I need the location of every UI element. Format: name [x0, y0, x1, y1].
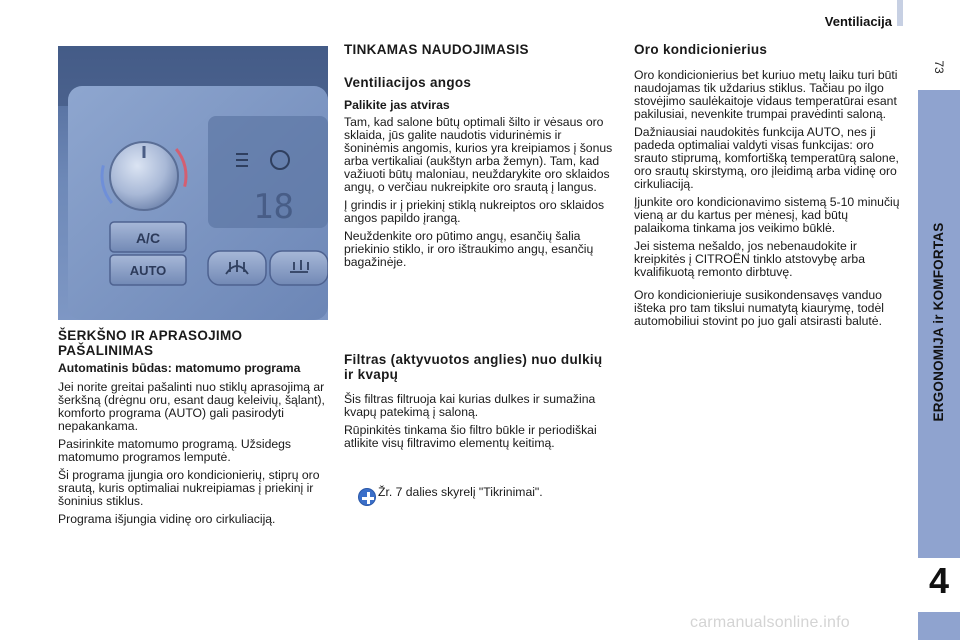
chapter-label: ERGONOMIJA ir KOMFORTAS — [931, 222, 946, 422]
rear-defrost-icon — [226, 260, 248, 274]
display-readout: 18 — [253, 187, 294, 227]
auto-label: AUTO — [129, 263, 167, 278]
left-column — [58, 328, 330, 531]
filter-section — [344, 352, 614, 455]
ac-paragraph: Oro kondicionierius bet kuriuo metų laiku turi būti naudojamas tik uždarius stiklus. Tačiau po ilgo stovėjimo saulėkaitoje vidaus temperatūrai esant pakilusiai, nevenkite trumpai pravėdinti saloną. — [634, 68, 898, 121]
chapter-number: 4 — [928, 560, 950, 601]
defrost-heading: ŠERKŠNO IR APRASOJIMO PAŠALINIMAS — [58, 328, 243, 358]
usage-heading: TINKAMAS NAUDOJIMASIS — [344, 42, 529, 57]
reference-note — [358, 484, 618, 514]
right-column — [634, 42, 906, 333]
filter-paragraph: Rūpinkitės tinkama šio filtro būkle ir periodiškai atlikite visų filtravimo elementų keitimą. — [344, 423, 597, 450]
ac-heading: Oro kondicionierius — [634, 42, 768, 57]
watermark: carmanualsonline.info — [690, 614, 850, 631]
defrost-paragraph: Ši programa įjungia oro kondicionierių, stiprų oro srautą, kuris optimaliai nukreipiamas į priekinį ir šoninius stiklus. — [58, 468, 320, 508]
defrost-subheading: Automatinis būdas: matomumo programa — [58, 361, 301, 375]
defrost-paragraph: Jei norite greitai pašalinti nuo stiklų aprasojimą ar šerkšną (drėgnu oru, esant daug keleivių, šąlant), komforto programa (AUTO) gali pasirodyti nepakankama. — [58, 380, 325, 433]
defrost-paragraph: Pasirinkite matomumo programą. Užsidegs matomumo programos lemputė. — [58, 437, 292, 464]
vents-paragraph: Tam, kad salone būtų optimali šilto ir vėsaus oro sklaida, jūs galite naudotis vidurinėmis ir šoninėmis angomis, kurios yra kreipiamos į šonus arba vertikaliai (aukštyn arba žemyn). Tam, kad važiuoti būtų maloniau, neuždarykite oro sklaidos angų, o verčiau nukreipkite oro srautą į langus. — [344, 115, 613, 194]
ac-closing-paragraph: Oro kondicionieriuje susikondensavęs vanduo išteka pro tam tikslui numatytą kiaurymę, todėl automobiliui stovint po juo gali atsirasti balutė. — [634, 288, 884, 328]
vents-subheading: Palikite jas atviras — [344, 98, 450, 112]
ac-paragraph: Jei sistema nešaldo, jos nebenaudokite ir kreipkitės į CITROËN tinklo atstovybę arba kvalifikuotą remonto dirbtuvę. — [634, 239, 865, 279]
plus-icon — [358, 488, 376, 506]
ac-label: A/C — [135, 230, 161, 246]
defrost-paragraph: Programa išjungia vidinę oro cirkuliaciją. — [58, 512, 276, 526]
vents-paragraph: Neuždenkite oro pūtimo angų, esančių šalia priekinio stiklo, ir oro ištraukimo angų, esančių bagažinėje. — [344, 229, 594, 269]
page-number: 73 — [932, 60, 946, 74]
reference-note-text: Žr. 7 dalies skyrelį "Tikrinimai". — [378, 485, 543, 499]
ac-paragraph: Dažniausiai naudokitės funkcija AUTO, nes ji padeda optimaliai valdyti visas funkcijas: oro srauto stiprumą, komfortišką temperatūrą salone, oro srautų skirstymą, oro įleidimą arba vidinę oro cirkuliaciją. — [634, 125, 899, 191]
section-title: Ventiliacija — [824, 14, 892, 29]
filter-heading: Filtras (aktyvuotos anglies) nuo dulkių ir kvapų — [344, 352, 603, 382]
header-accent — [897, 0, 903, 26]
filter-paragraph: Šis filtras filtruoja kai kurias dulkes ir sumažina kvapų patekimą į saloną. — [344, 392, 596, 419]
vents-paragraph: Į grindis ir į priekinį stiklą nukreiptos oro sklaidos angos papildo įrangą. — [344, 198, 605, 225]
climate-panel-photo — [58, 46, 328, 320]
middle-column — [344, 42, 614, 274]
vents-heading: Ventiliacijos angos — [344, 75, 472, 90]
ac-paragraph: Įjunkite oro kondicionavimo sistemą 5-10 minučių vieną ar du kartus per mėnesį, kad būtų palaikoma tinkama jos veikimo būklė. — [634, 195, 900, 235]
header-bar — [0, 0, 960, 4]
